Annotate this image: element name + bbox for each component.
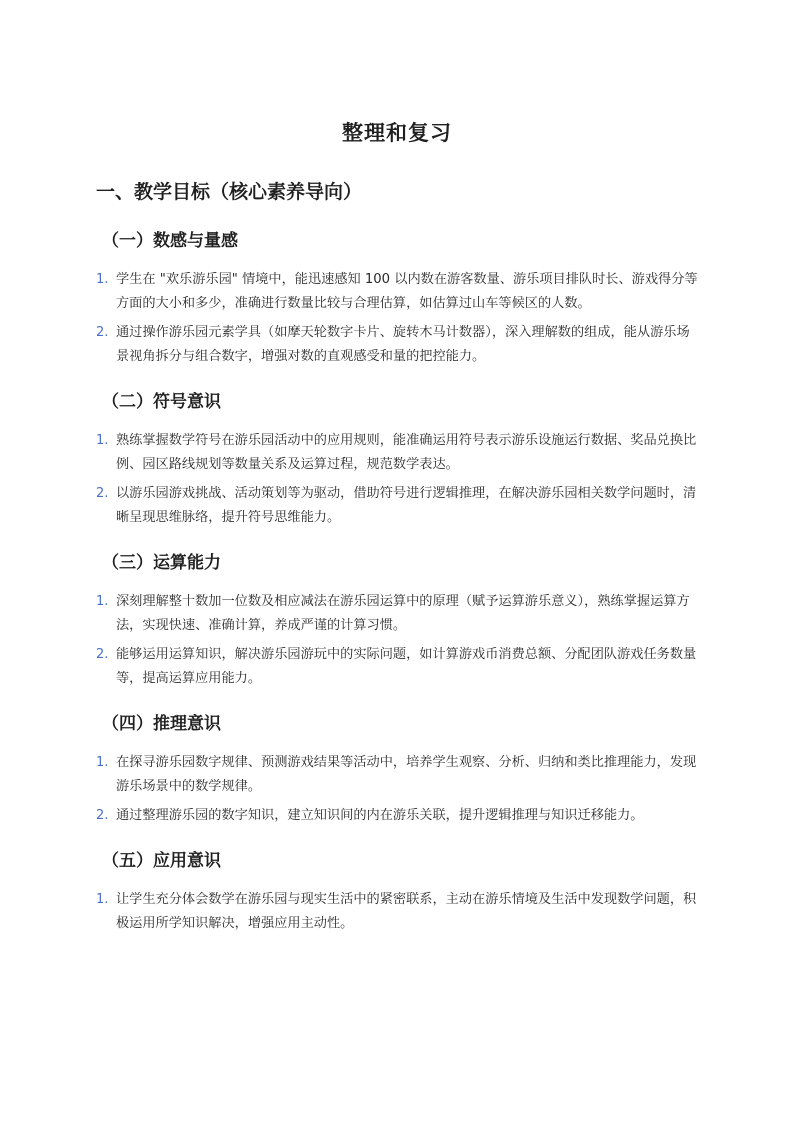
list-item-text: 以游乐园游戏挑战、活动策划等为驱动，借助符号进行逻辑推理，在解决游乐园相关数学问题时，清晰呈现思维脉络，提升符号思维能力。 — [116, 486, 697, 525]
list-item-text: 学生在 "欢乐游乐园" 情境中，能迅速感知 100 以内数在游客数量、游乐项目排队时长、游戏得分等方面的大小和多少，准确进行数量比较与合理估算，如估算过山车等候区的人数。 — [116, 272, 698, 311]
subsection-heading: （二）符号意识 — [102, 392, 221, 412]
list-item-text: 熟练掌握数学符号在游乐园活动中的应用规则，能准确运用符号表示游乐设施运行数据、奖品兑换比例、园区路线规划等数量关系及运算过程，规范数学表达。 — [116, 433, 697, 472]
subsection-heading: （五）应用意识 — [102, 851, 221, 871]
subsection-heading: （一）数感与量感 — [102, 231, 238, 251]
subsection-computation — [96, 550, 698, 691]
list-number: 1. — [96, 892, 109, 907]
list-item-text: 在探寻游乐园数字规律、预测游戏结果等活动中，培养学生观察、分析、归纳和类比推理能力，发现游乐场景中的数学规律。 — [116, 755, 697, 794]
numbered-list — [96, 268, 698, 369]
list-item — [96, 643, 698, 691]
list-number: 1. — [96, 755, 109, 770]
list-item — [96, 804, 698, 828]
list-item-text: 让学生充分体会数学在游乐园与现实生活中的紧密联系，主动在游乐情境及生活中发现数学问题，积极运用所学知识解决，增强应用主动性。 — [116, 892, 697, 931]
list-item — [96, 482, 698, 530]
list-item — [96, 590, 698, 638]
list-number: 1. — [96, 272, 109, 287]
list-number: 1. — [96, 433, 109, 448]
list-item-text: 能够运用运算知识，解决游乐园游玩中的实际问题，如计算游戏币消费总额、分配团队游戏任务数量等，提高运算应用能力。 — [116, 647, 697, 686]
subsection-heading: （三）运算能力 — [102, 553, 221, 573]
numbered-list — [96, 429, 698, 530]
subsection-number-sense — [96, 228, 698, 369]
list-item — [96, 888, 698, 936]
list-number: 1. — [96, 594, 109, 609]
list-item-text: 通过操作游乐园元素学具（如摩天轮数字卡片、旋转木马计数器），深入理解数的组成，能从游乐场景视角拆分与组合数字，增强对数的直观感受和量的把控能力。 — [116, 325, 690, 364]
numbered-list — [96, 590, 698, 691]
subsection-symbol-sense — [96, 389, 698, 530]
list-number: 2. — [96, 808, 109, 823]
list-item-text: 通过整理游乐园的数字知识，建立知识间的内在游乐关联，提升逻辑推理与知识迁移能力。 — [116, 808, 644, 823]
subsection-application — [96, 848, 698, 936]
list-number: 2. — [96, 325, 109, 340]
list-item — [96, 429, 698, 477]
list-item-text: 深刻理解整十数加一位数及相应减法在游乐园运算中的原理（赋予运算游乐意义），熟练掌握运算方法，实现快速、准确计算，养成严谨的计算习惯。 — [116, 594, 690, 633]
numbered-list — [96, 888, 698, 936]
document-title: 整理和复习 — [342, 121, 452, 145]
section-heading-teaching-goals: 一、教学目标（核心素养导向） — [96, 181, 363, 203]
list-item — [96, 321, 698, 369]
subsection-reasoning — [96, 711, 698, 828]
list-number: 2. — [96, 486, 109, 501]
list-item — [96, 268, 698, 316]
list-number: 2. — [96, 647, 109, 662]
numbered-list — [96, 751, 698, 828]
subsection-heading: （四）推理意识 — [102, 714, 221, 734]
list-item — [96, 751, 698, 799]
